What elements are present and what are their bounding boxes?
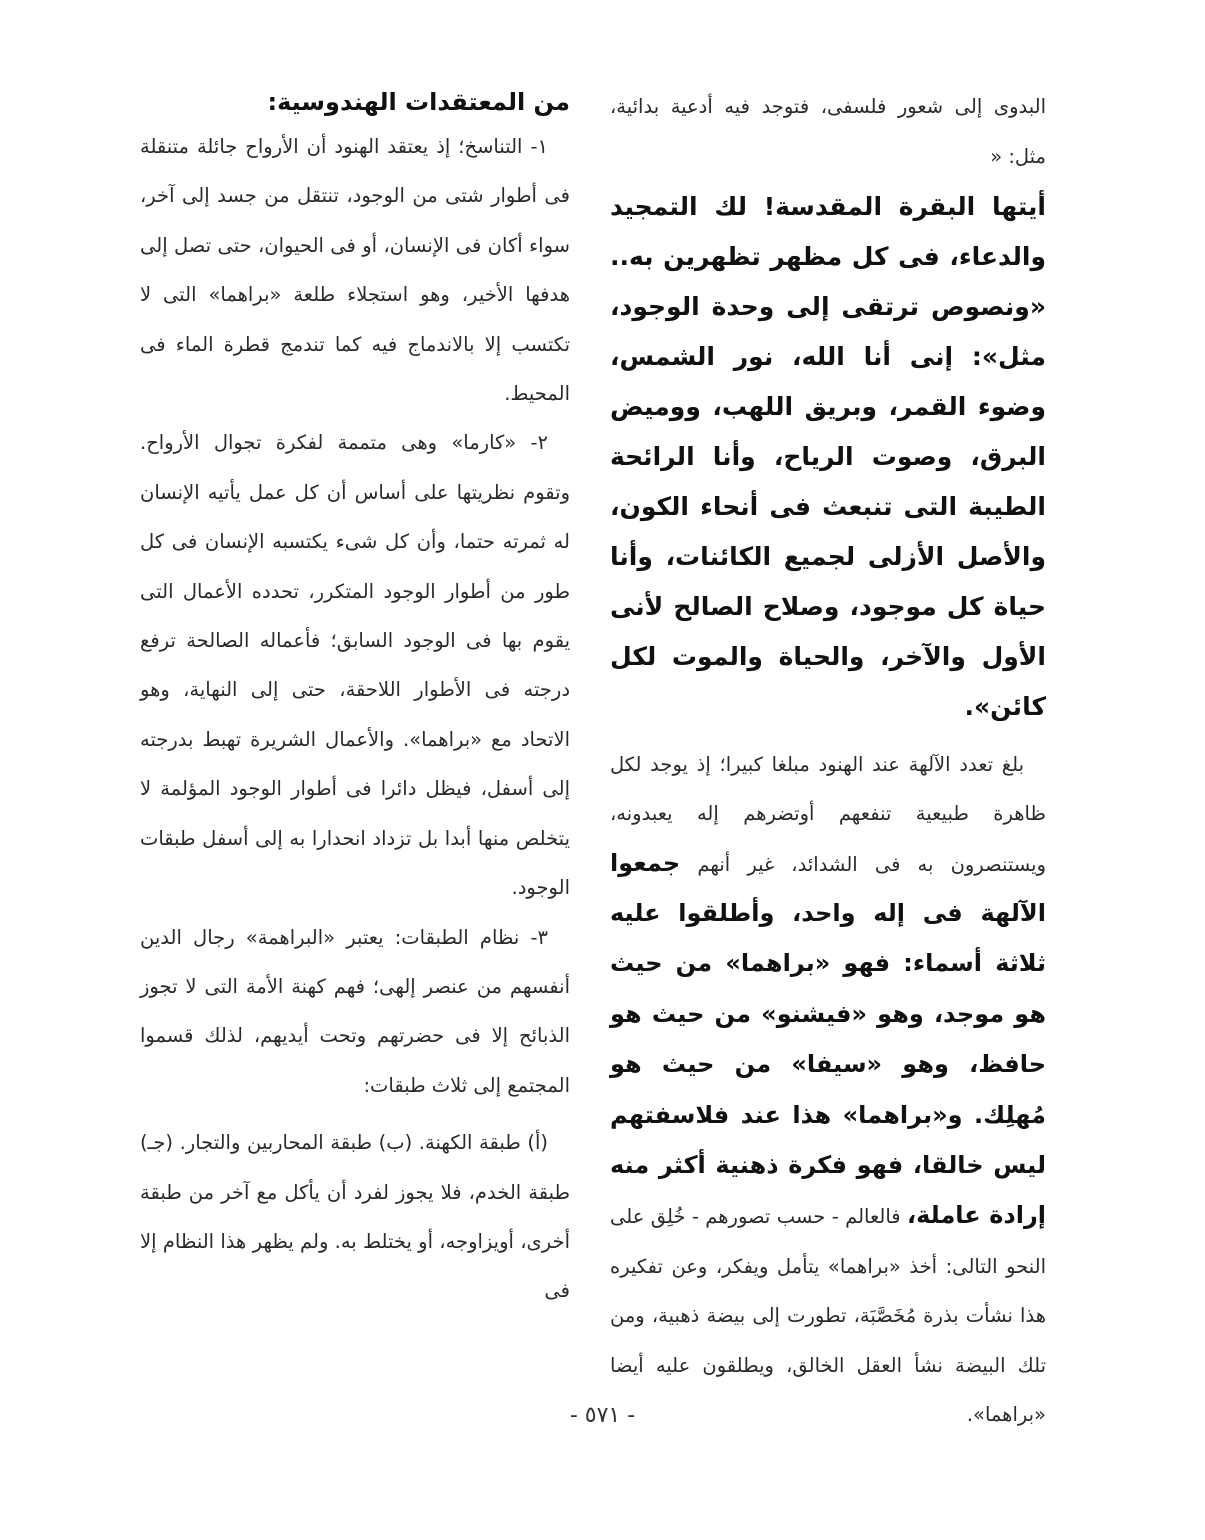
list-item-1: ١- التناسخ؛ إذ يعتقد الهنود أن الأرواح جائلة متنقلة فى أطوار شتى من الوجود، تنتقل من جسد إلى آخر، سواء أكان فى الإنسان، أو فى الحيوان، حتى تصل إلى هدفها الأخير، وهو استجلاء طلعة «براهما» التى لا تكتسب إلا بالاندماج فيه كما تندمج قطرة الماء فى المحيط.	[140, 135, 570, 406]
para2-bold: جمعوا الآلهة فى إله واحد، وأطلقوا عليه ثلاثة أسماء: فهو «براهما» من حيث هو موجد، وهو «فيشنو» من حيث هو حافظ، وهو «سيفا» من حيث هو مُهلِك. و«براهما» هذا عند فلاسفتهم ليس خالقا، فهو فكرة ذهنية أكثر منه إرادة عاملة،	[610, 848, 1046, 1230]
page-number: - ٥٧١ -	[569, 1403, 636, 1428]
right-column	[610, 82, 1046, 1440]
right-second-paragraph	[610, 740, 1046, 1440]
para2-start: بلغ تعدد الآلهة عند الهنود مبلغا كبيرا؛ إذ يوجد لكل ظاهرة طبيعية تنفعهم أوتضرهم إله يعبدونه، ويستنصرون به فى الشدائد، غير أنهم	[610, 752, 1046, 876]
list-item-2: ٢- «كارما» وهى متممة لفكرة تجوال الأرواح. وتقوم نظريتها على أساس أن كل عمل يأتيه الإنسان له ثمرته حتما، وأن كل شىء يكتسبه الإنسان فى كل طور من أطوار الوجود المتكرر، تحدده الأعمال التى يقوم بها فى الوجود السابق؛ فأعماله الصالحة ترفع درجته فى الأطوار اللاحقة، حتى إلى النهاية، وهو الاتحاد مع «براهما». والأعمال الشريرة تهبط بدرجته إلى أسفل، فيظل دائرا فى أطوار الوجود المؤلمة لا يتخلص منها أبدا بل تزداد انحدارا به إلى أسفل طبقات الوجود.	[140, 431, 570, 900]
right-intro-paragraph	[610, 82, 1046, 182]
quote-bold-block: أيتها البقرة المقدسة! لك التمجيد والدعاء، فى كل مظهر تظهرين به.. «ونصوص ترتقى إلى وحدة الوجود، مثل»: إنى أنا الله، نور الشمس، وضوء القمر، وبريق اللهب، ووميض البرق، وصوت الرياح، وأنا الرائحة الطيبة التى تنبعث فى أنحاء الكون، والأصل الأزلى لجميع الكائنات، وأنا حياة كل موجود، وصلاح الصالح لأنى الأول والآخر، والحياة والموت لكل كائن».	[610, 191, 1046, 721]
left-column	[140, 82, 570, 1316]
list-item-3: ٣- نظام الطبقات: يعتبر «البراهمة» رجال الدين أنفسهم من عنصر إلهى؛ فهم كهنة الأمة التى لا تجوز الذبائح إلا فى حضرتهم وتحت أيديهم، لذلك قسموا المجتمع إلى ثلاث طبقات:	[140, 925, 570, 1097]
list-item-4: (أ) طبقة الكهنة. (ب) طبقة المحاربين والتجار. (جـ) طبقة الخدم، فلا يجوز لفرد أن يأكل مع آخر من طبقة أخرى، أويزاوجه، أو يختلط به. ولم يظهر هذا النظام إلا فى	[140, 1131, 570, 1303]
intro-text: البدوى إلى شعور فلسفى، فتوجد فيه أدعية بدائية، مثل: «	[610, 95, 1046, 169]
section-heading: من المعتقدات الهندوسية:	[267, 88, 570, 116]
para2-end: فالعالم - حسب تصورهم - خُلِق على النحو التالى: أخذ «براهما» يتأمل ويفكر، وعن تفكيره هذا نشأت بذرة مُخَصَّبَة، تطورت إلى بيضة ذهبية، ومن تلك البيضة نشأ العقل الخالق، ويطلقون عليه أيضا «براهما».	[610, 1205, 1046, 1427]
